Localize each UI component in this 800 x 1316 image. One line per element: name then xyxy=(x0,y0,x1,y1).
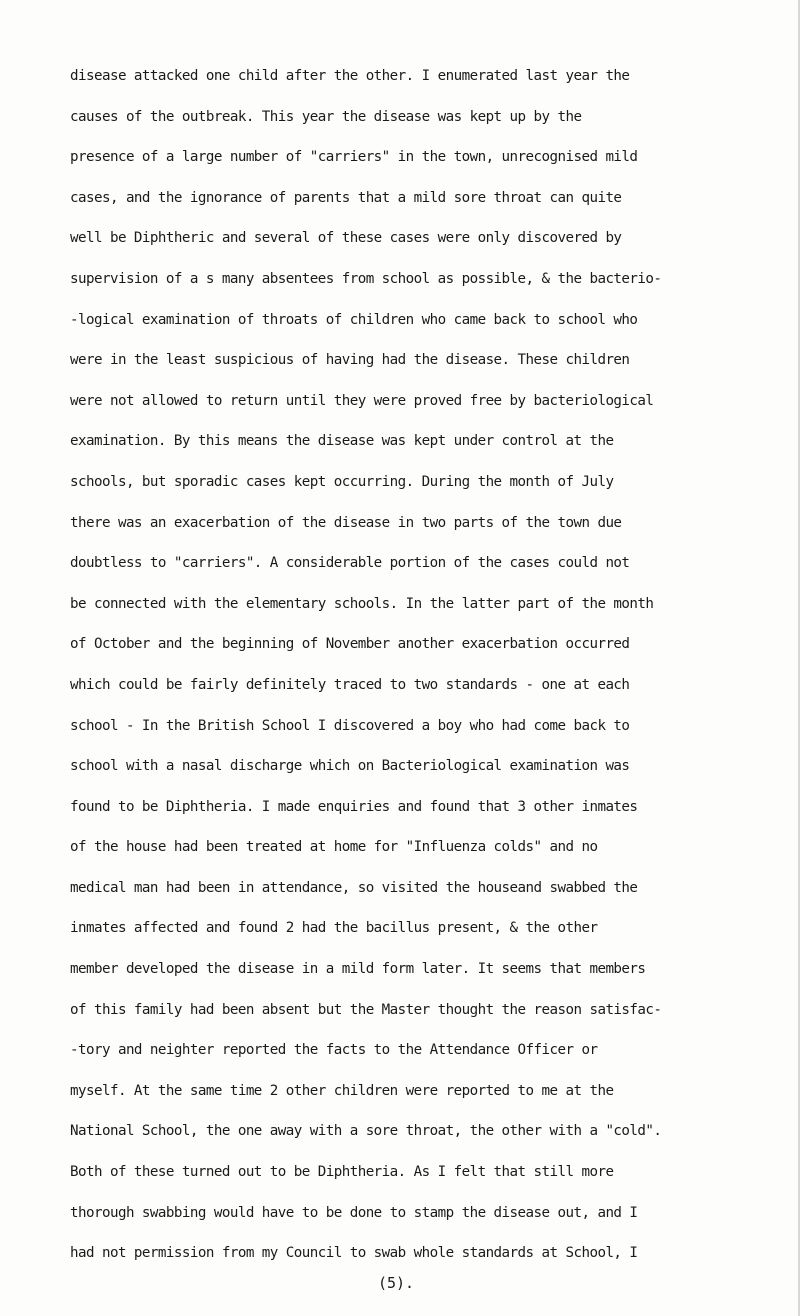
text-line: which could be fairly definitely traced to two standards - one at each xyxy=(70,676,630,693)
text-line: myself. At the same time 2 other children were reported to me at the xyxy=(70,1082,614,1099)
text-line: National School, the one away with a sore throat, the other with a "cold". xyxy=(70,1123,662,1140)
text-line: were not allowed to return until they were proved free by bacteriological xyxy=(70,392,654,409)
text-line: doubtless to "carriers". A considerable portion of the cases could not xyxy=(70,555,630,572)
text-line: schools, but sporadic cases kept occurring. During the month of July xyxy=(70,473,614,490)
text-line: disease attacked one child after the other. I enumerated last year the xyxy=(70,68,630,84)
text-line: of this family had been absent but the Master thought the reason satisfac- xyxy=(70,1001,662,1018)
text-line: be connected with the elementary schools. In the latter part of the month xyxy=(70,595,654,612)
text-line: there was an exacerbation of the disease in two parts of the town due xyxy=(70,514,622,531)
text-line: of the house had been treated at home for "Influenza colds" and no xyxy=(70,839,598,856)
text-line: well be Diphtheric and several of these cases were only discovered by xyxy=(70,230,622,247)
text-line: medical man had been in attendance, so visited the houseand swabbed the xyxy=(70,879,638,896)
text-line: cases, and the ignorance of parents that a mild sore throat can quite xyxy=(70,189,622,206)
text-line: examination. By this means the disease was kept under control at the xyxy=(70,433,614,450)
text-line: Both of these turned out to be Diphtheria. As I felt that still more xyxy=(70,1164,614,1181)
text-line: thorough swabbing would have to be done to stamp the disease out, and I xyxy=(70,1204,638,1221)
text-line: of October and the beginning of November another exacerbation occurred xyxy=(70,636,630,653)
text-line: had not permission from my Council to swab whole standards at School, I xyxy=(70,1245,638,1262)
text-line: school - In the British School I discovered a boy who had come back to xyxy=(70,717,630,734)
text-line: presence of a large number of "carriers" in the town, unrecognised mild xyxy=(70,149,638,166)
text-line: -tory and neighter reported the facts to the Attendance Officer or xyxy=(70,1042,598,1059)
text-line: member developed the disease in a mild form later. It seems that members xyxy=(70,961,646,978)
body-text xyxy=(70,56,800,1274)
text-line: school with a nasal discharge which on Bacteriological examination was xyxy=(70,758,630,775)
text-line: supervision of a s many absentees from school as possible, & the bacterio- xyxy=(70,270,662,287)
text-line: were in the least suspicious of having had the disease. These children xyxy=(70,352,630,369)
page-number: (5). xyxy=(377,1274,415,1292)
text-line: causes of the outbreak. This year the disease was kept up by the xyxy=(70,108,582,125)
text-line: found to be Diphtheria. I made enquiries and found that 3 other inmates xyxy=(70,798,638,815)
text-line: inmates affected and found 2 had the bacillus present, & the other xyxy=(70,920,598,937)
text-line: -logical examination of throats of children who came back to school who xyxy=(70,311,638,328)
